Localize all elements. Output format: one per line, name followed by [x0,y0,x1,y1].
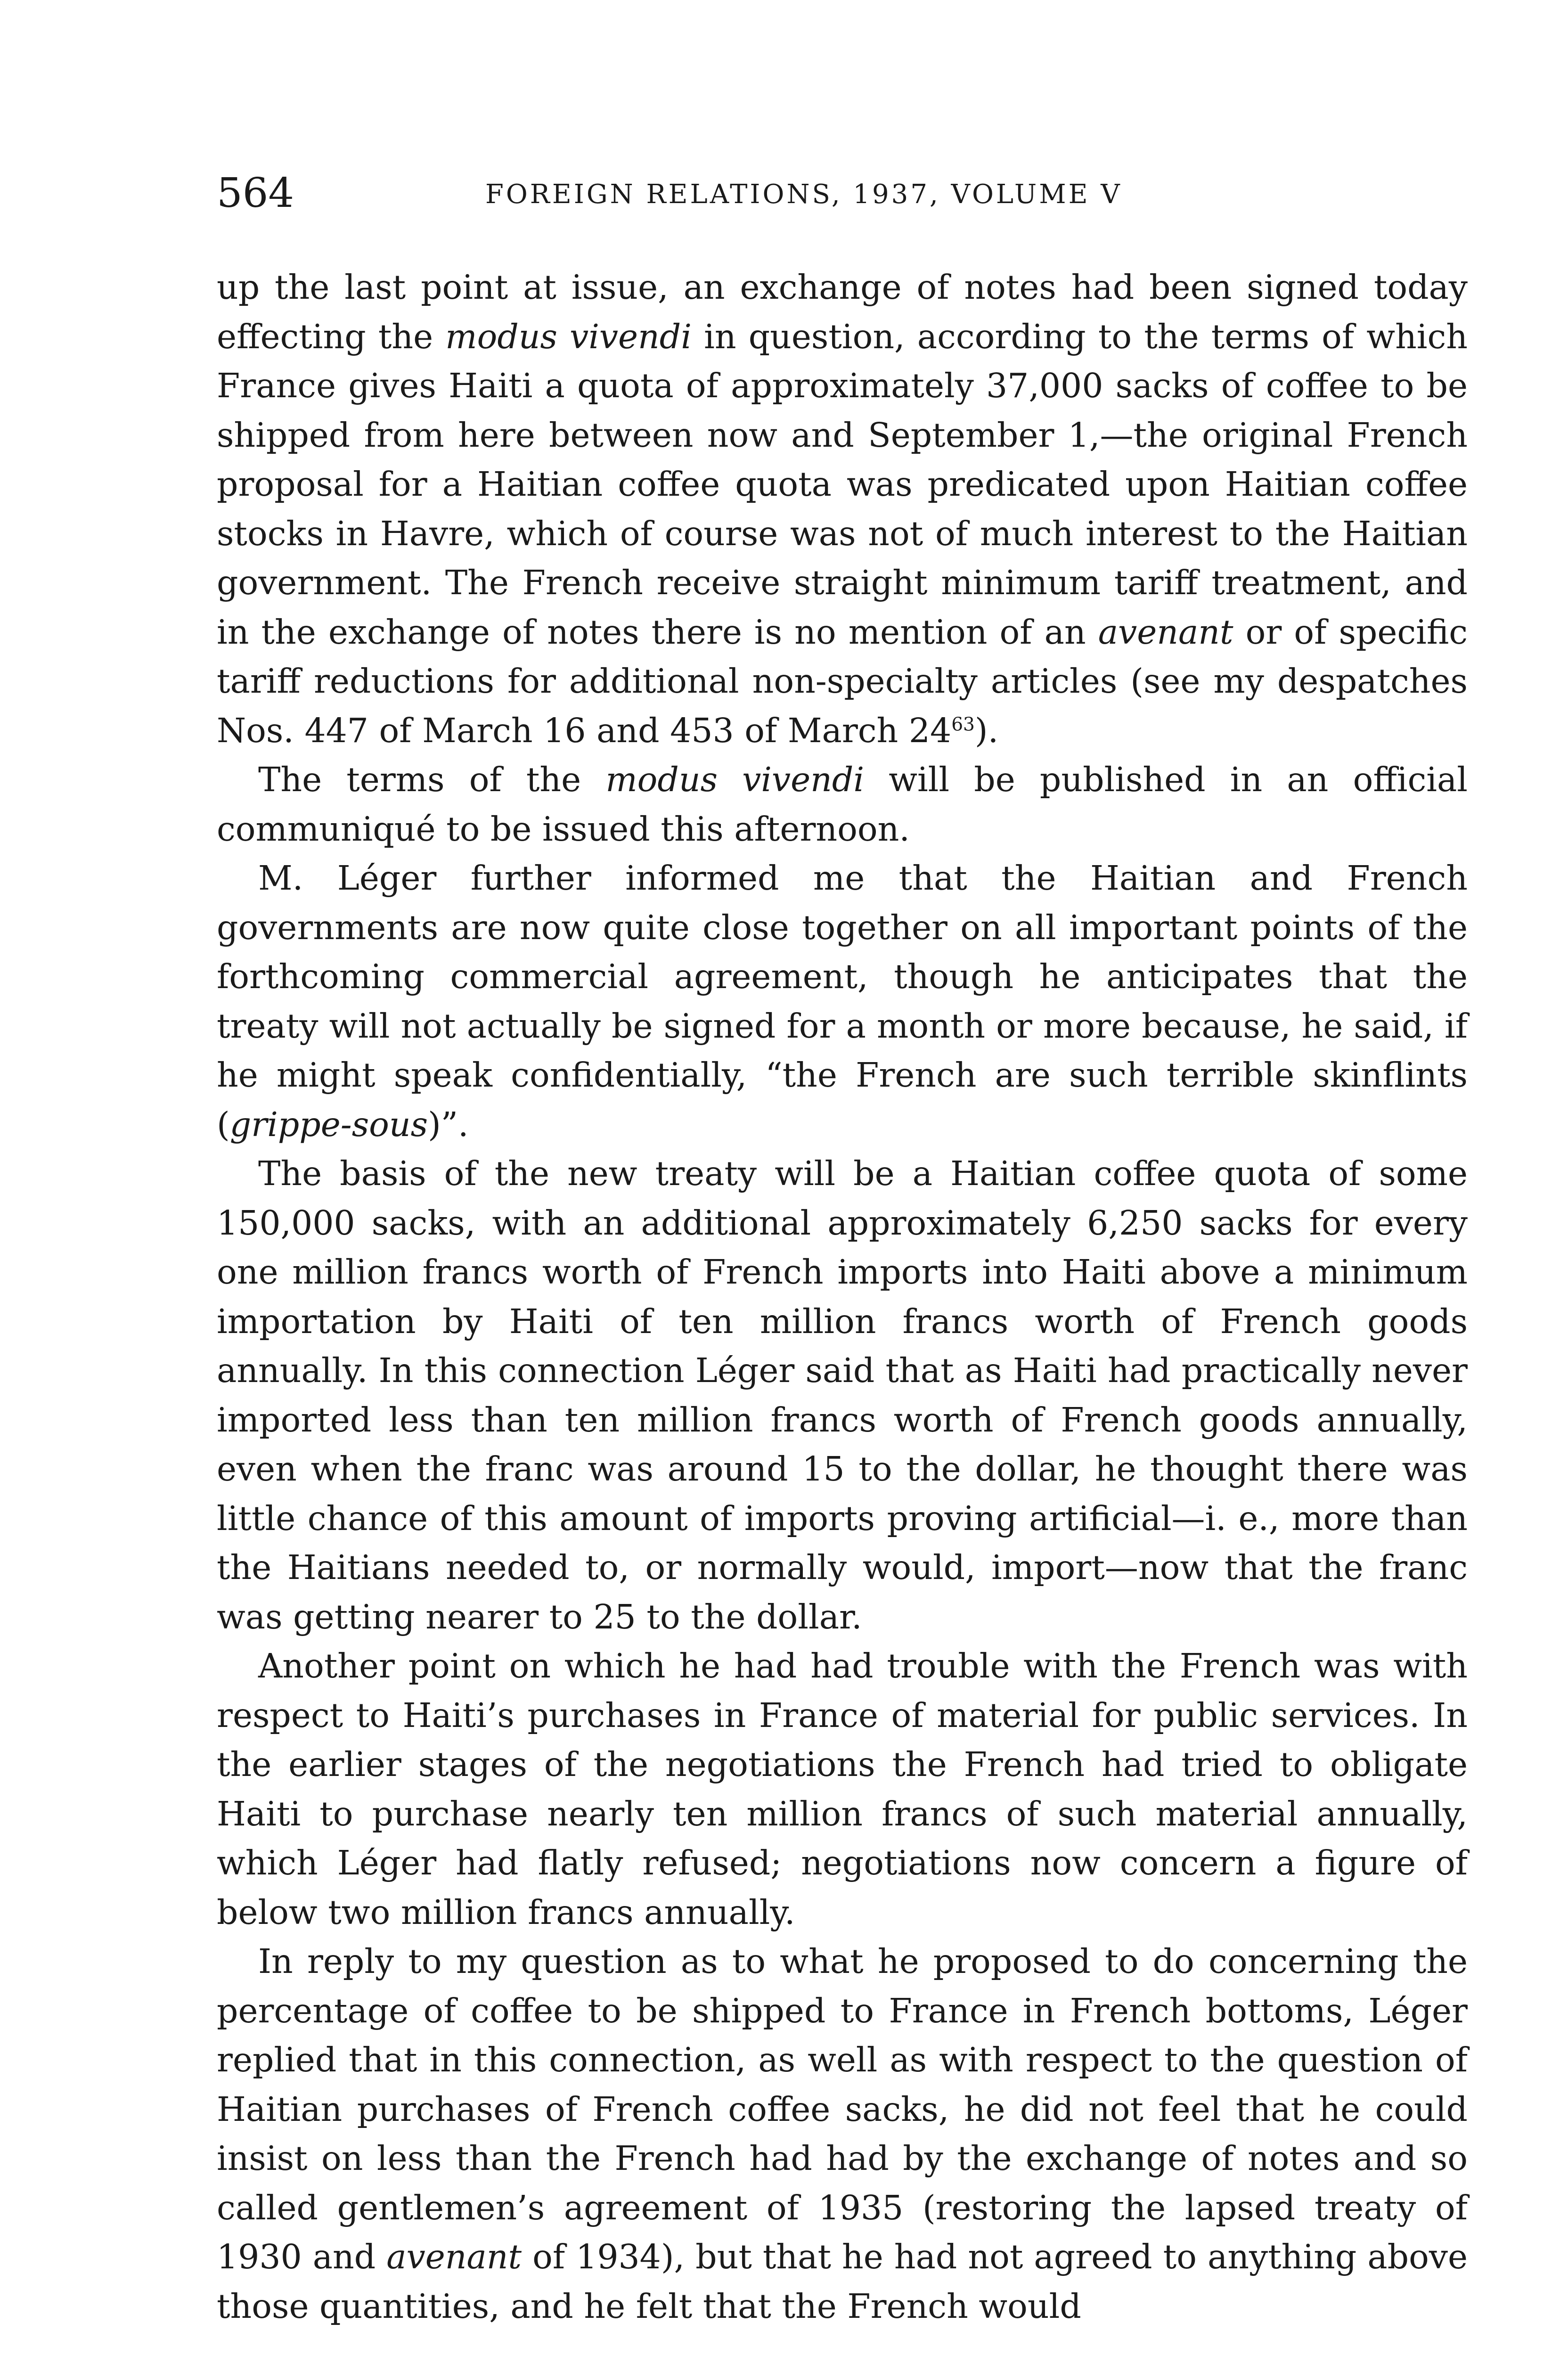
paragraph [217,755,1468,854]
paragraph [217,1642,1468,1937]
paragraph [217,854,1468,1149]
text-run: In reply to my question as to what he proposed to do concerning the percentage of coffee to be shipped to France in French bottoms, Léger replied that in this connection, as well as with respect to the question of Haitian purchases of French coffee sacks, he did not feel that he could insist on less than the French had had by the exchange of notes and so called gentlemen’s agreement of 1935 (restoring the lapsed treaty of 1930 and [217,1942,1468,2276]
footnote-reference: 63 [951,713,975,735]
page-header [217,167,1470,219]
text-run: of 1934), but that he had not agreed to anything above those quantities, and he felt that the French would [217,2237,1468,2326]
paragraph [217,1937,1468,2331]
italic-term: avenant [1098,612,1233,652]
page-number: 564 [217,170,294,217]
text-run: )”. [428,1104,469,1144]
text-run: The basis of the new treaty will be a Haitian coffee quota of some 150,000 sacks, with an additional approximately 6,250 sacks for every one million francs worth of French imports into Haiti above a minimum importation by Haiti of ten million francs worth of French goods annually. In this connection Léger said that as Haiti had practically never imported less than ten million francs worth of French goods annually, even when the franc was around 15 to the dollar, he thought there was little chance of this amount of imports proving artificial—i. e., more than the Haitians needed to, or normally would, import—now that the franc was getting nearer to 25 to the dollar. [217,1154,1468,1636]
text-run: up the last point at issue, an exchange of notes had been signed today effecting the [217,268,1468,356]
text-run: or of specific tariff reductions for additional non-specialty articles (see my despatches Nos. 447 of March 16 and 453 of March 24 [217,612,1468,750]
paragraph [217,263,1468,755]
text-run: The terms of the [258,760,606,799]
text-run: ). [974,711,999,750]
running-head: FOREIGN RELATIONS, 1937, VOLUME V [485,179,1122,210]
body-text [217,263,1468,2331]
paragraph [217,1149,1468,1642]
text-run: will be published in an official communiqué to be issued this afternoon. [217,760,1468,849]
text-run: Another point on which he had had trouble with the French was with respect to Haiti’s purchases in France of material for public services. In the earlier stages of the negotiations the French had tried to obligate Haiti to purchase nearly ten million francs of such material annually, which Léger had flatly refused; negotiations now concern a figure of below two million francs annually. [217,1646,1468,1932]
italic-term: grippe-sous [229,1104,428,1144]
italic-term: modus vivendi [605,760,865,799]
text-run: M. Léger further informed me that the Haitian and French governments are now quite close together on all important points of the forthcoming commercial agreement, though he anticipates that the treaty will not actually be signed for a month or more because, he said, if he might speak confidentially, “the French are such terrible skinflints ( [217,859,1468,1144]
text-run: in question, according to the terms of which France gives Haiti a quota of approximately 37,000 sacks of coffee to be shipped from here between now and September 1,—the original French proposal for a Haitian coffee quota was predicated upon Haitian coffee stocks in Havre, which of course was not of much interest to the Haitian government. The French receive straight minimum tariff treatment, and in the exchange of notes there is no mention of an [217,317,1468,652]
italic-term: avenant [386,2237,522,2276]
italic-term: modus vivendi [445,317,692,356]
